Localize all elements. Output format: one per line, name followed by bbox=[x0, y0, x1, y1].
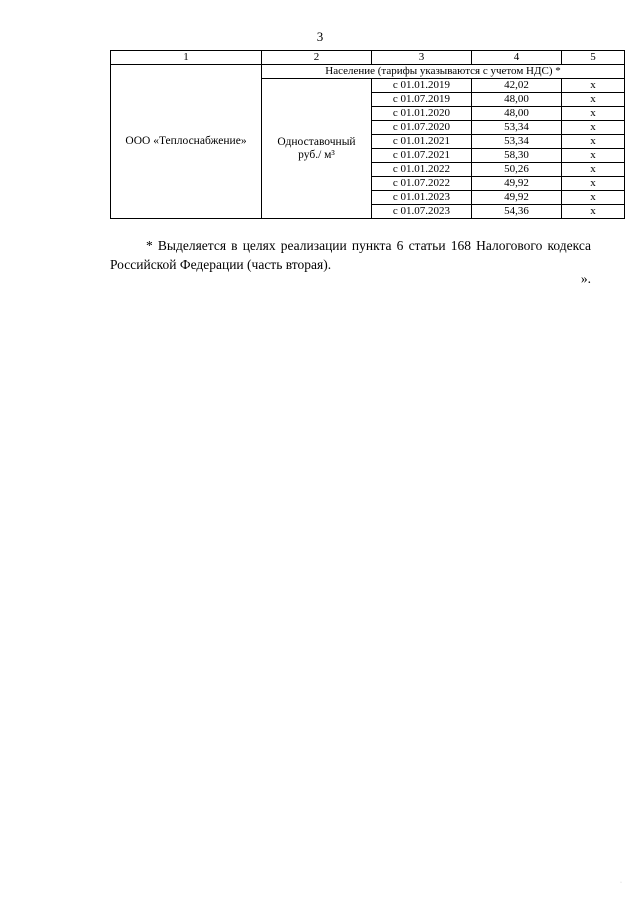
rate-type-cell bbox=[262, 79, 372, 219]
period-cell: с 01.01.2023 bbox=[372, 191, 472, 205]
period-cell: с 01.07.2021 bbox=[372, 149, 472, 163]
tariff-value-cell: 49,92 bbox=[472, 191, 562, 205]
rate-type-name: Одноставочный bbox=[277, 135, 356, 148]
group-row bbox=[111, 65, 625, 79]
tariff-value-cell: 58,30 bbox=[472, 149, 562, 163]
column-header: 1 bbox=[111, 51, 262, 65]
column5-cell: х bbox=[562, 191, 625, 205]
tariff-value-cell: 54,36 bbox=[472, 205, 562, 219]
column-header: 4 bbox=[472, 51, 562, 65]
closing-quote: ». bbox=[580, 271, 591, 286]
rate-type-unit: руб./ м³ bbox=[298, 148, 335, 161]
tariff-value-cell: 50,26 bbox=[472, 163, 562, 177]
column-header: 2 bbox=[262, 51, 372, 65]
scan-speck: · bbox=[620, 880, 622, 886]
tariff-value-cell: 53,34 bbox=[472, 121, 562, 135]
column5-cell: х bbox=[562, 121, 625, 135]
column-header: 3 bbox=[372, 51, 472, 65]
column-header: 5 bbox=[562, 51, 625, 65]
period-cell: с 01.07.2020 bbox=[372, 121, 472, 135]
tariff-value-cell: 42,02 bbox=[472, 79, 562, 93]
tariff-value-cell: 53,34 bbox=[472, 135, 562, 149]
column5-cell: х bbox=[562, 79, 625, 93]
period-cell: с 01.07.2019 bbox=[372, 93, 472, 107]
table-header-row bbox=[111, 51, 625, 65]
group-label: Население (тарифы указываются с учетом НДС) * bbox=[262, 65, 625, 79]
tariff-table bbox=[110, 50, 625, 219]
column5-cell: х bbox=[562, 93, 625, 107]
tariff-value-cell: 48,00 bbox=[472, 107, 562, 121]
column5-cell: х bbox=[562, 177, 625, 191]
period-cell: с 01.01.2021 bbox=[372, 135, 472, 149]
column5-cell: х bbox=[562, 205, 625, 219]
period-cell: с 01.01.2019 bbox=[372, 79, 472, 93]
tariff-value-cell: 49,92 bbox=[472, 177, 562, 191]
period-cell: с 01.07.2022 bbox=[372, 177, 472, 191]
period-cell: с 01.01.2020 bbox=[372, 107, 472, 121]
period-cell: с 01.01.2022 bbox=[372, 163, 472, 177]
column5-cell: х bbox=[562, 149, 625, 163]
column5-cell: х bbox=[562, 163, 625, 177]
organization-cell: ООО «Теплоснабжение» bbox=[111, 65, 262, 219]
column5-cell: х bbox=[562, 135, 625, 149]
period-cell: с 01.07.2023 bbox=[372, 205, 472, 219]
footnote-text: * Выделяется в целях реализации пункта 6 статьи 168 Налогового кодекса Российской Федерации (часть вторая). bbox=[110, 238, 591, 272]
footnote bbox=[110, 236, 591, 274]
tariff-value-cell: 48,00 bbox=[472, 93, 562, 107]
page-number: 3 bbox=[316, 29, 324, 44]
column5-cell: х bbox=[562, 107, 625, 121]
